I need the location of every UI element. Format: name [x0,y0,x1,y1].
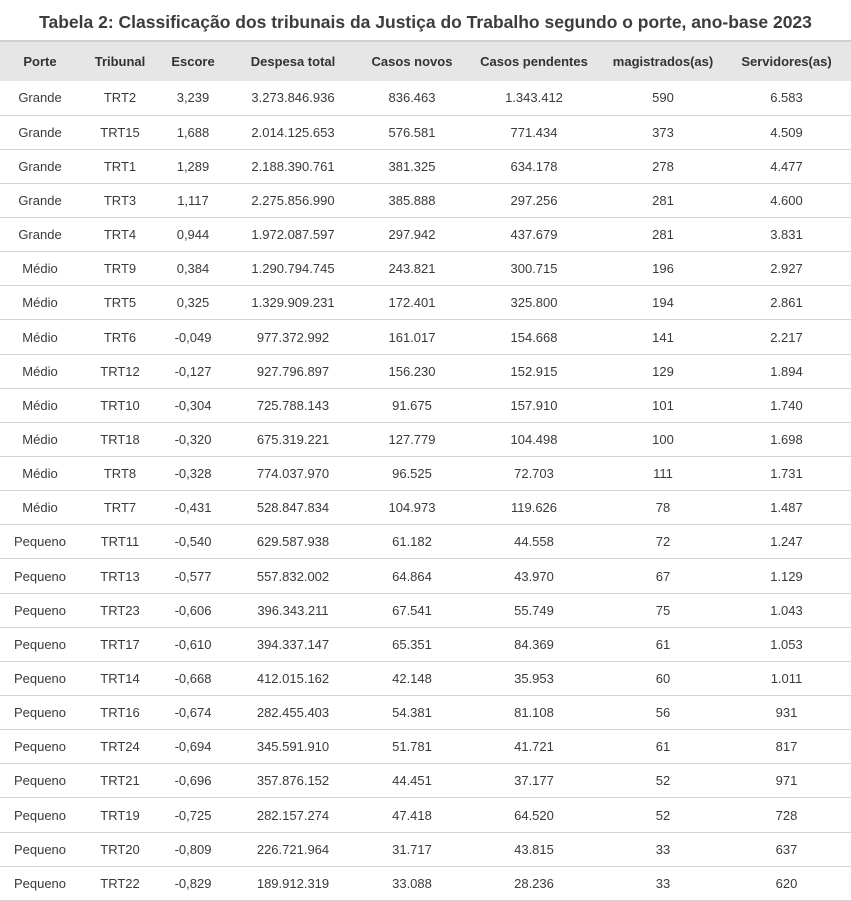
cell-porte: Grande [0,218,80,252]
cell-servidores: 6.583 [722,81,851,115]
cell-casos-pendentes: 300.715 [464,252,604,286]
cell-magistrados: 281 [604,183,722,217]
cell-despesa-total: 189.912.319 [226,866,360,900]
table-row [0,149,851,183]
cell-despesa-total: 226.721.964 [226,832,360,866]
cell-escore: -0,606 [160,593,226,627]
cell-escore: -0,610 [160,627,226,661]
cell-casos-novos: 381.325 [360,149,464,183]
cell-casos-novos: 44.451 [360,764,464,798]
cell-casos-pendentes: 37.177 [464,764,604,798]
table-row [0,81,851,115]
cell-despesa-total: 396.343.211 [226,593,360,627]
table-row [0,115,851,149]
cell-casos-novos: 47.418 [360,798,464,832]
cell-casos-pendentes: 771.434 [464,115,604,149]
cell-casos-pendentes: 44.558 [464,525,604,559]
cell-servidores: 931 [722,696,851,730]
cell-despesa-total: 357.876.152 [226,764,360,798]
table-row [0,252,851,286]
cell-porte: Pequeno [0,764,80,798]
cell-magistrados: 141 [604,320,722,354]
cell-escore: -0,049 [160,320,226,354]
cell-tribunal: TRT11 [80,525,160,559]
column-header-despesa-total[interactable]: Despesa total [250,54,336,69]
cell-tribunal: TRT12 [80,354,160,388]
cell-tribunal: TRT16 [80,696,160,730]
cell-magistrados: 373 [604,115,722,149]
cell-casos-pendentes: 325.800 [464,286,604,320]
cell-despesa-total: 2.188.390.761 [226,149,360,183]
cell-casos-pendentes: 43.970 [464,559,604,593]
cell-porte: Médio [0,422,80,456]
table-row [0,422,851,456]
cell-magistrados: 60 [604,661,722,695]
cell-tribunal: TRT13 [80,559,160,593]
cell-casos-pendentes: 43.815 [464,832,604,866]
cell-despesa-total: 1.329.909.231 [226,286,360,320]
cell-escore: 0,325 [160,286,226,320]
cell-tribunal: TRT17 [80,627,160,661]
table-row [0,286,851,320]
cell-tribunal: TRT9 [80,252,160,286]
cell-casos-pendentes: 55.749 [464,593,604,627]
cell-servidores: 1.740 [722,388,851,422]
cell-servidores: 1.053 [722,627,851,661]
cell-casos-novos: 42.148 [360,661,464,695]
cell-despesa-total: 557.832.002 [226,559,360,593]
cell-servidores: 3.831 [722,218,851,252]
cell-servidores: 1.043 [722,593,851,627]
cell-despesa-total: 528.847.834 [226,491,360,525]
cell-despesa-total: 977.372.992 [226,320,360,354]
cell-servidores: 1.247 [722,525,851,559]
cell-escore: 1,289 [160,149,226,183]
cell-escore: -0,829 [160,866,226,900]
cell-casos-pendentes: 28.236 [464,866,604,900]
cell-servidores: 971 [722,764,851,798]
cell-casos-novos: 54.381 [360,696,464,730]
cell-escore: -0,694 [160,730,226,764]
cell-porte: Pequeno [0,696,80,730]
cell-porte: Pequeno [0,866,80,900]
cell-magistrados: 67 [604,559,722,593]
cell-casos-novos: 297.942 [360,218,464,252]
cell-casos-novos: 31.717 [360,832,464,866]
cell-casos-pendentes: 104.498 [464,422,604,456]
cell-magistrados: 72 [604,525,722,559]
cell-escore: -0,304 [160,388,226,422]
cell-casos-pendentes: 72.703 [464,457,604,491]
cell-tribunal: TRT8 [80,457,160,491]
cell-porte: Grande [0,81,80,115]
cell-casos-pendentes: 64.520 [464,798,604,832]
cell-casos-pendentes: 297.256 [464,183,604,217]
cell-servidores: 2.861 [722,286,851,320]
cell-servidores: 817 [722,730,851,764]
cell-casos-pendentes: 154.668 [464,320,604,354]
cell-casos-novos: 161.017 [360,320,464,354]
cell-escore: -0,577 [160,559,226,593]
cell-escore: -0,668 [160,661,226,695]
cell-escore: 0,384 [160,252,226,286]
cell-porte: Médio [0,388,80,422]
cell-tribunal: TRT2 [80,81,160,115]
column-header-servidores[interactable]: Servidores(as) [741,54,832,69]
cell-escore: 0,944 [160,218,226,252]
cell-despesa-total: 2.275.856.990 [226,183,360,217]
cell-servidores: 1.011 [722,661,851,695]
table-row [0,696,851,730]
cell-casos-pendentes: 634.178 [464,149,604,183]
cell-casos-novos: 51.781 [360,730,464,764]
cell-magistrados: 281 [604,218,722,252]
cell-magistrados: 100 [604,422,722,456]
table-title: Tabela 2: Classificação dos tribunais da Justiça do Trabalho segundo o porte, ano-base 2023 [39,12,812,32]
cell-casos-novos: 104.973 [360,491,464,525]
cell-casos-novos: 61.182 [360,525,464,559]
cell-magistrados: 78 [604,491,722,525]
cell-magistrados: 33 [604,832,722,866]
cell-tribunal: TRT20 [80,832,160,866]
cell-porte: Grande [0,115,80,149]
cell-despesa-total: 774.037.970 [226,457,360,491]
cell-servidores: 1.129 [722,559,851,593]
cell-servidores: 2.217 [722,320,851,354]
cell-porte: Pequeno [0,730,80,764]
cell-escore: -0,696 [160,764,226,798]
table-row [0,866,851,900]
cell-porte: Médio [0,286,80,320]
cell-magistrados: 61 [604,730,722,764]
cell-magistrados: 196 [604,252,722,286]
table-row [0,388,851,422]
cell-porte: Médio [0,491,80,525]
cell-porte: Médio [0,320,80,354]
cell-casos-pendentes: 81.108 [464,696,604,730]
cell-casos-novos: 127.779 [360,422,464,456]
cell-magistrados: 101 [604,388,722,422]
cell-despesa-total: 1.290.794.745 [226,252,360,286]
cell-servidores: 1.698 [722,422,851,456]
cell-despesa-total: 3.273.846.936 [226,81,360,115]
cell-despesa-total: 394.337.147 [226,627,360,661]
cell-escore: 1,117 [160,183,226,217]
cell-despesa-total: 675.319.221 [226,422,360,456]
cell-despesa-total: 1.972.087.597 [226,218,360,252]
cell-magistrados: 194 [604,286,722,320]
cell-tribunal: TRT14 [80,661,160,695]
cell-tribunal: TRT6 [80,320,160,354]
cell-escore: -0,328 [160,457,226,491]
cell-escore: 3,239 [160,81,226,115]
cell-porte: Pequeno [0,798,80,832]
cell-escore: -0,674 [160,696,226,730]
cell-casos-pendentes: 35.953 [464,661,604,695]
cell-tribunal: TRT7 [80,491,160,525]
table-row [0,183,851,217]
cell-porte: Grande [0,183,80,217]
cell-servidores: 1.731 [722,457,851,491]
column-header-escore[interactable]: Escore [171,54,215,69]
cell-tribunal: TRT1 [80,149,160,183]
cell-casos-novos: 385.888 [360,183,464,217]
cell-escore: -0,431 [160,491,226,525]
cell-despesa-total: 629.587.938 [226,525,360,559]
cell-porte: Médio [0,354,80,388]
cell-servidores: 620 [722,866,851,900]
cell-tribunal: TRT3 [80,183,160,217]
cell-despesa-total: 282.157.274 [226,798,360,832]
cell-porte: Pequeno [0,627,80,661]
cell-porte: Grande [0,149,80,183]
cell-tribunal: TRT19 [80,798,160,832]
cell-magistrados: 52 [604,764,722,798]
table-row [0,457,851,491]
table-row [0,832,851,866]
cell-casos-novos: 91.675 [360,388,464,422]
cell-despesa-total: 345.591.910 [226,730,360,764]
cell-casos-novos: 156.230 [360,354,464,388]
cell-casos-pendentes: 157.910 [464,388,604,422]
cell-casos-novos: 836.463 [360,81,464,115]
cell-casos-pendentes: 119.626 [464,491,604,525]
cell-magistrados: 75 [604,593,722,627]
cell-servidores: 4.509 [722,115,851,149]
cell-escore: -0,127 [160,354,226,388]
cell-casos-novos: 67.541 [360,593,464,627]
column-header-magistrados[interactable]: magistrados(as) [612,54,714,69]
cell-magistrados: 590 [604,81,722,115]
cell-escore: -0,809 [160,832,226,866]
table-row [0,491,851,525]
cell-porte: Pequeno [0,832,80,866]
table-row [0,661,851,695]
cell-servidores: 728 [722,798,851,832]
cell-tribunal: TRT4 [80,218,160,252]
cell-magistrados: 61 [604,627,722,661]
cell-servidores: 4.600 [722,183,851,217]
column-header-tribunal[interactable]: Tribunal [94,54,146,69]
cell-casos-pendentes: 41.721 [464,730,604,764]
table-row [0,525,851,559]
cell-casos-pendentes: 84.369 [464,627,604,661]
cell-despesa-total: 412.015.162 [226,661,360,695]
cell-tribunal: TRT10 [80,388,160,422]
cell-casos-novos: 576.581 [360,115,464,149]
cell-escore: -0,540 [160,525,226,559]
table-header-row [0,42,851,81]
cell-escore: -0,320 [160,422,226,456]
column-header-casos-novos[interactable]: Casos novos [371,54,453,69]
cell-magistrados: 56 [604,696,722,730]
cell-tribunal: TRT18 [80,422,160,456]
table-row [0,730,851,764]
table-container [0,40,851,901]
cell-servidores: 637 [722,832,851,866]
cell-despesa-total: 725.788.143 [226,388,360,422]
cell-porte: Médio [0,457,80,491]
cell-tribunal: TRT23 [80,593,160,627]
cell-tribunal: TRT21 [80,764,160,798]
cell-porte: Pequeno [0,525,80,559]
cell-casos-novos: 65.351 [360,627,464,661]
table-row [0,218,851,252]
cell-despesa-total: 927.796.897 [226,354,360,388]
table-row [0,764,851,798]
cell-casos-novos: 96.525 [360,457,464,491]
cell-servidores: 4.477 [722,149,851,183]
table-row [0,627,851,661]
cell-magistrados: 278 [604,149,722,183]
cell-porte: Pequeno [0,593,80,627]
cell-casos-novos: 33.088 [360,866,464,900]
cell-magistrados: 129 [604,354,722,388]
cell-magistrados: 33 [604,866,722,900]
cell-tribunal: TRT24 [80,730,160,764]
cell-servidores: 1.894 [722,354,851,388]
column-header-casos-pendentes[interactable]: Casos pendentes [480,54,588,69]
cell-magistrados: 111 [604,457,722,491]
table-row [0,798,851,832]
cell-escore: 1,688 [160,115,226,149]
cell-casos-pendentes: 437.679 [464,218,604,252]
cell-magistrados: 52 [604,798,722,832]
cell-casos-novos: 64.864 [360,559,464,593]
column-header-porte[interactable]: Porte [23,54,57,69]
cell-tribunal: TRT15 [80,115,160,149]
cell-tribunal: TRT5 [80,286,160,320]
table-row [0,593,851,627]
cell-servidores: 2.927 [722,252,851,286]
table-row [0,559,851,593]
table-row [0,354,851,388]
cell-escore: -0,725 [160,798,226,832]
cell-despesa-total: 2.014.125.653 [226,115,360,149]
cell-porte: Pequeno [0,661,80,695]
cell-casos-pendentes: 152.915 [464,354,604,388]
cell-casos-novos: 243.821 [360,252,464,286]
cell-tribunal: TRT22 [80,866,160,900]
cell-casos-novos: 172.401 [360,286,464,320]
data-table [0,42,851,901]
cell-porte: Médio [0,252,80,286]
table-row [0,320,851,354]
cell-despesa-total: 282.455.403 [226,696,360,730]
cell-porte: Pequeno [0,559,80,593]
cell-servidores: 1.487 [722,491,851,525]
cell-casos-pendentes: 1.343.412 [464,81,604,115]
table-body [0,81,851,900]
